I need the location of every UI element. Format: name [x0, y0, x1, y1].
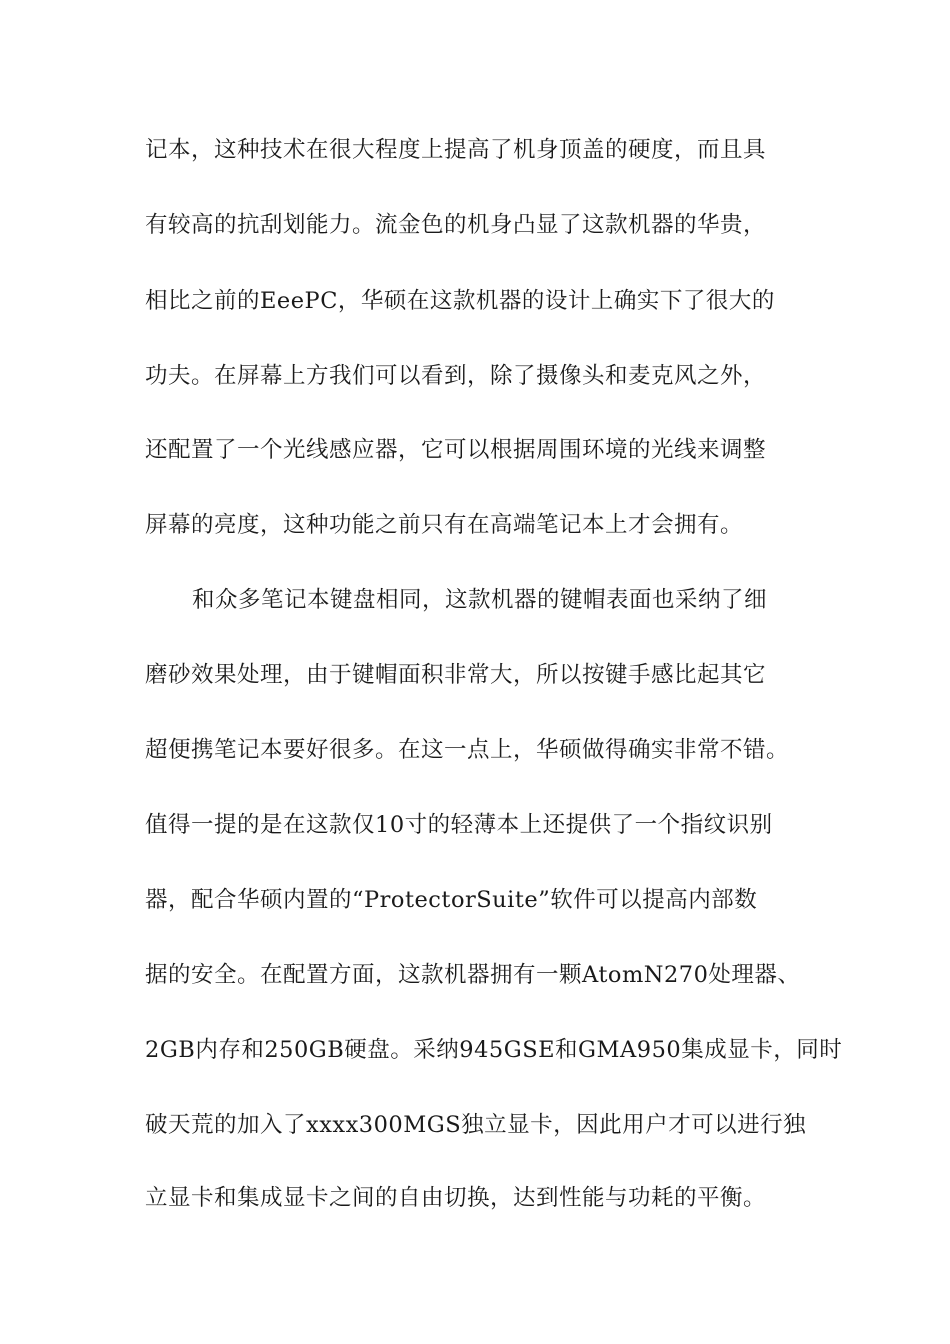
paragraph-line: 2GB内存和250GB硬盘。采纳945GSE和GMA950集成显卡，同时: [145, 1037, 843, 1063]
paragraph-line: 相比之前的EeePC，华硕在这款机器的设计上确实下了很大的: [145, 288, 775, 314]
paragraph-line: 屏幕的亮度，这种功能之前只有在高端笔记本上才会拥有。: [145, 512, 744, 538]
paragraph-line: 功夫。在屏幕上方我们可以看到，除了摄像头和麦克风之外，: [145, 363, 767, 389]
paragraph-line: 还配置了一个光线感应器，它可以根据周围环境的光线来调整: [145, 437, 767, 463]
paragraph-line: 立显卡和集成显卡之间的自由切换，达到性能与功耗的平衡。: [145, 1185, 767, 1211]
paragraph-line: 破天荒的加入了xxxx300MGS独立显卡，因此用户才可以进行独: [145, 1112, 807, 1138]
paragraph-line: 器，配合华硕内置的“ProtectorSuite”软件可以提高内部数: [145, 887, 758, 913]
paragraph-line: 据的安全。在配置方面，这款机器拥有一颗AtomN270处理器、: [145, 962, 801, 988]
paragraph-first-line: 和众多笔记本键盘相同，这款机器的键帽表面也采纳了细: [192, 587, 768, 613]
paragraph-line: 值得一提的是在这款仅10寸的轻薄本上还提供了一个指纹识别: [145, 812, 773, 838]
paragraph-line: 超便携笔记本要好很多。在这一点上，华硕做得确实非常不错。: [145, 737, 790, 763]
paragraph-line: 有较高的抗刮划能力。流金色的机身凸显了这款机器的华贵，: [145, 212, 767, 238]
paragraph-line: 磨砂效果处理，由于键帽面积非常大，所以按键手感比起其它: [145, 662, 767, 688]
paragraph-line: 记本，这种技术在很大程度上提高了机身顶盖的硬度，而且具: [145, 137, 767, 163]
